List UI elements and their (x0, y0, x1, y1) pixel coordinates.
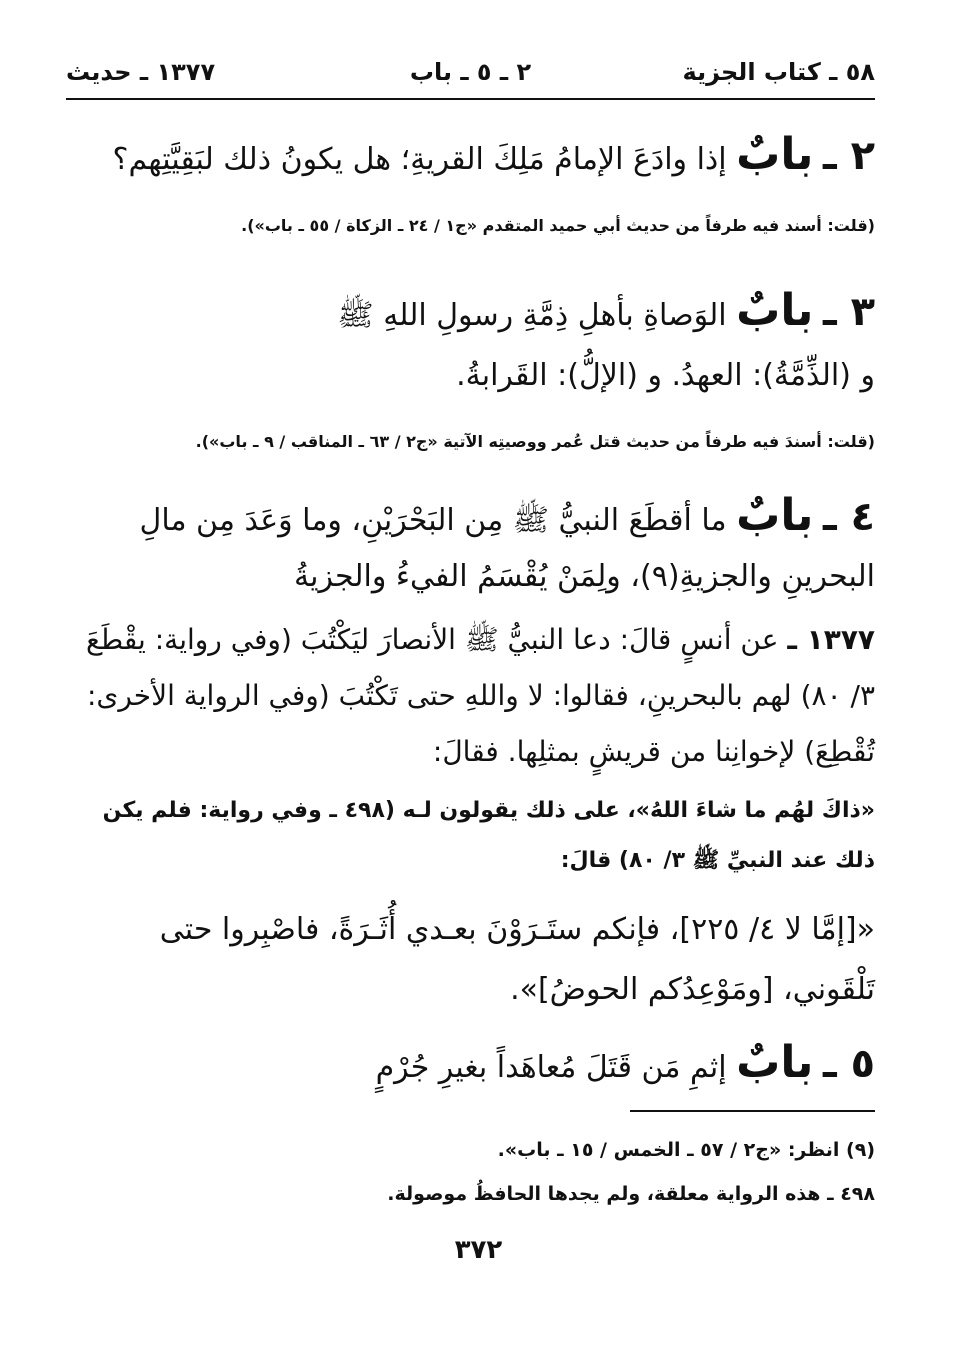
footnote-9: (٩) انظر: «ج٢ / ٥٧ ـ الخمس / ١٥ ـ باب». (497, 1139, 875, 1161)
chapter-3-gloss: و (الذِّمَّةُ): العهدُ. و (الإلُّ): القَرابةُ. (456, 358, 875, 393)
chapter-title: الوَصاةِ بأهلِ ذِمَّةِ رسولِ اللهِ ﷺ (337, 298, 727, 333)
chapter-bab-word: بابٌ (736, 490, 814, 541)
hadith-quote-2: «[إمَّا لا ٤/ ٢٢٥]، فإنكم ستَـرَوْنَ بعـدي أُثَـرَةً، فاصْبِروا حتى تَلْقَوني، [ومَوْعِدُكم الحوضُ]». (159, 912, 875, 1007)
chapter-4-heading (70, 488, 875, 605)
chapter-2-note: (قلت: أسند فيه طرفاً من حديث أبي حميد المتقدم «ج١ / ٢٤ ـ الزكاة / ٥٥ ـ باب»). (241, 216, 875, 235)
chapter-bab-word: بابٌ (736, 285, 814, 336)
chapter-3-heading (70, 284, 875, 343)
chapter-2-heading (70, 128, 875, 187)
chapter-title: إذا وادَعَ الإمامُ مَلِكَ القريةِ؛ هل يكونُ ذلك لبَقِيَّتِهم؟ (112, 142, 727, 177)
hadith-quote-1: «ذاكَ لهُم ما شاءَ اللهُ»، على ذلك يقولون لـه (٤٩٨ ـ وفي رواية: فلم يكن ذلك عند النبيِّ ﷺ ٣/ ٨٠) قالَ: (102, 798, 875, 873)
footnote-divider (630, 1110, 875, 1112)
chapter-bab-word: بابٌ (736, 1037, 814, 1088)
header-book-title: ٥٨ ـ كتاب الجزية (682, 58, 875, 86)
chapter-3-note: (قلت: أسندَ فيه طرفاً من حديث قتل عُمر ووصيتِه الآتية «ج٢ / ٦٣ ـ المناقب / ٩ ـ باب»). (195, 432, 875, 451)
chapter-number: ٤ ـ (822, 494, 875, 540)
chapter-bab-word: بابٌ (736, 129, 814, 180)
chapter-title: ما أقطَعَ النبيُّ ﷺ مِن البَحْرَيْنِ، وما وَعَدَ مِن مالِ البحرينِ والجزيةِ(٩)، ولِمَنْ يُقْسَمُ الفيءُ والجزيةُ (139, 503, 875, 594)
chapter-5-heading (70, 1036, 875, 1095)
chapter-title: إثمِ مَن قَتَلَ مُعاهَداً بغيرِ جُرْمٍ (375, 1050, 727, 1085)
footnote-498: ٤٩٨ ـ هذه الرواية معلقة، ولم يجدها الحافظُ موصولة. (387, 1183, 875, 1205)
header-divider (66, 98, 875, 100)
hadith-1377 (70, 612, 875, 780)
header-chapter-range: ٢ ـ ٥ ـ باب (409, 58, 532, 86)
header-hadith-number: ١٣٧٧ ـ حديث (66, 58, 216, 86)
chapter-number: ٥ ـ (822, 1041, 875, 1087)
hadith-text: عن أنسٍ قالَ: دعا النبيُّ ﷺ الأنصارَ ليَكْتُبَ (وفي رواية: يقْطَعَ ٣/ ٨٠) لهم بالبحرينِ، فقالوا: لا واللهِ حتى تَكْتُبَ (وفي الرواية الأخرى: تُقْطِعَ) لإخوانِنا من قريشٍ بمثلِها. فقالَ: (86, 623, 875, 768)
hadith-number: ١٣٧٧ ـ (787, 623, 875, 656)
chapter-number: ٣ ـ (822, 289, 875, 335)
page-number: ٣٧٢ (454, 1235, 503, 1265)
chapter-number: ٢ ـ (822, 133, 875, 179)
running-header (66, 52, 875, 92)
